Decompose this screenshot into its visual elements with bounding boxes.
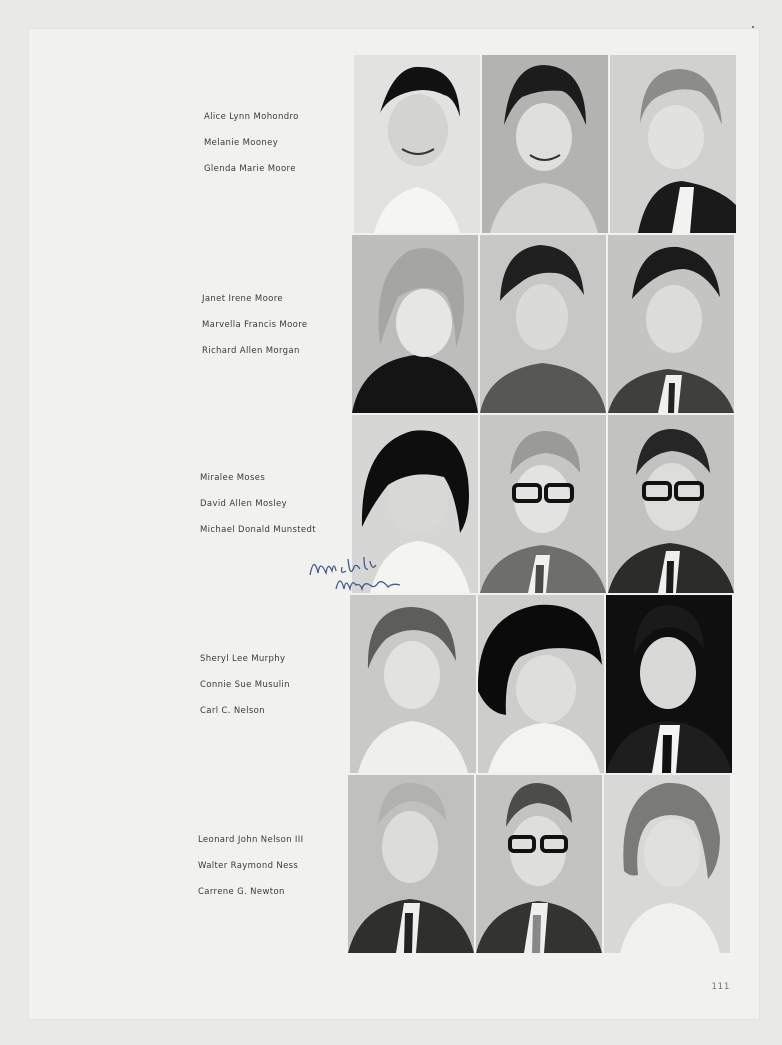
student-name: Michael Donald Munstedt <box>200 525 316 535</box>
name-list-row-1 <box>204 104 354 182</box>
portrait-photo <box>348 775 474 953</box>
handwritten-signature <box>306 549 414 605</box>
name-list-row-2 <box>202 286 352 364</box>
name-list-row-4 <box>200 646 350 724</box>
name-list-row-5 <box>198 827 348 905</box>
yearbook-page <box>28 28 760 1020</box>
portrait-photo <box>478 595 604 773</box>
portrait-photo <box>352 235 478 413</box>
portrait-photo <box>480 415 606 593</box>
portrait-photo <box>610 55 736 233</box>
page-number: 111 <box>711 982 730 992</box>
student-name: Carl C. Nelson <box>200 706 265 716</box>
student-name: Leonard John Nelson III <box>198 835 304 845</box>
student-name: Alice Lynn Mohondro <box>204 112 299 122</box>
portrait-photo <box>608 235 734 413</box>
portrait-photo <box>354 55 480 233</box>
student-name: Melanie Mooney <box>204 138 279 148</box>
student-name: Glenda Marie Moore <box>204 164 296 174</box>
student-name: Sheryl Lee Murphy <box>200 654 286 664</box>
portrait-photo <box>606 595 732 773</box>
portrait-photo <box>350 595 476 773</box>
corner-mark <box>752 26 754 28</box>
portrait-photo <box>482 55 608 233</box>
name-list-row-3 <box>200 465 350 543</box>
student-name: Marvella Francis Moore <box>202 320 308 330</box>
student-name: Miralee Moses <box>200 473 266 483</box>
portrait-photo <box>608 415 734 593</box>
signature-image <box>306 549 414 601</box>
portrait-photo <box>476 775 602 953</box>
student-name: Walter Raymond Ness <box>198 861 299 871</box>
student-name: David Allen Mosley <box>200 499 287 509</box>
portrait-photo <box>604 775 730 953</box>
student-name: Janet Irene Moore <box>202 294 283 304</box>
student-name: Carrene G. Newton <box>198 887 285 897</box>
portrait-photo <box>480 235 606 413</box>
student-name: Richard Allen Morgan <box>202 346 300 356</box>
student-name: Connie Sue Musulin <box>200 680 290 690</box>
